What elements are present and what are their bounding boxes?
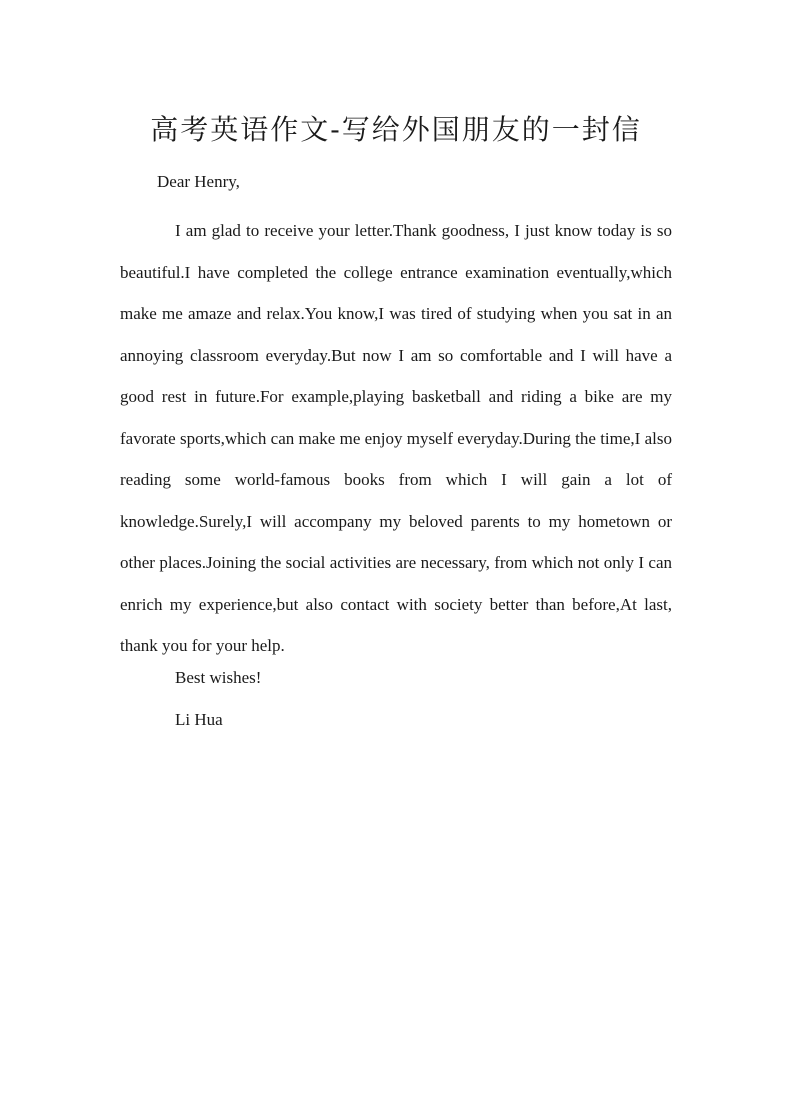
letter-signature: Li Hua: [175, 710, 223, 729]
letter-closing: Best wishes!: [175, 668, 262, 687]
document-title: 高考英语作文-写给外国朋友的一封信: [150, 113, 642, 146]
letter-salutation: Dear Henry,: [157, 172, 240, 191]
letter-body-paragraph: I am glad to receive your letter.Thank goodness, I just know today is so beautiful.I have completed the college entrance examination eventually,which make me amaze and relax.You know,I was tired of studying when you sat in an annoying classroom everyday.But now I am so comfortable and I will have a good rest in future.For example,playing basketball and riding a bike are my favorate sports,which can make me enjoy myself everyday.During the time,I also reading some world-famous books from which I will gain a lot of knowledge.Surely,I will accompany my beloved parents to my hometown or other places.Joining the social activities are necessary, from which not only I can enrich my experience,but also contact with society better than before,At last, thank you for your help.: [120, 221, 672, 655]
